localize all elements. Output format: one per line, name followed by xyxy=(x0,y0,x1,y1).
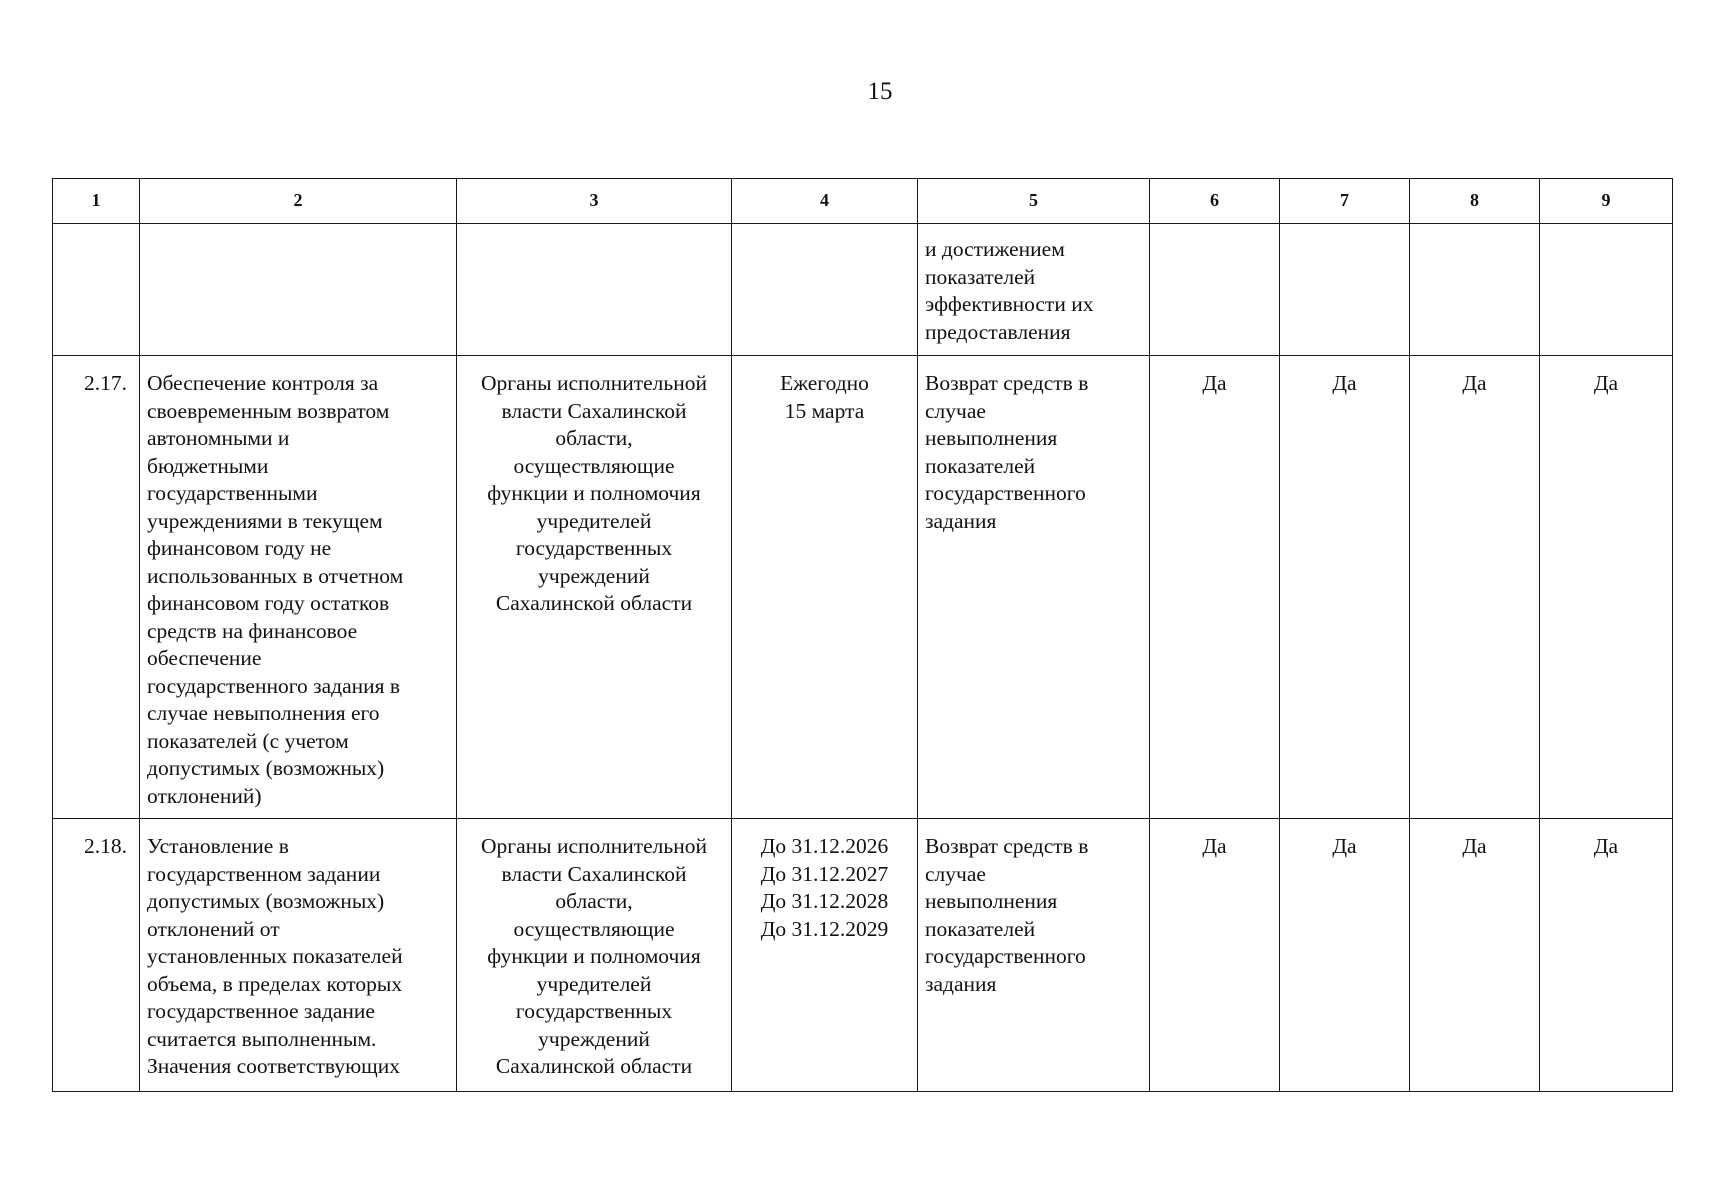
row-number: 2.18. xyxy=(84,834,127,858)
header-col-4: 4 xyxy=(732,179,918,224)
col9-value: Да xyxy=(1593,834,1619,858)
cell-responsible xyxy=(457,356,732,819)
cell-col6 xyxy=(1150,356,1280,819)
cell-term xyxy=(732,356,918,819)
term-text: До 31.12.2026 До 31.12.2027 До 31.12.2028 До 31.12.2029 xyxy=(760,834,889,941)
header-col-8: 8 xyxy=(1410,179,1540,224)
cell-result-continuation xyxy=(918,224,1150,356)
measure-text: Обеспечение контроля за своевременным возвратом автономными и бюджетными государственными учреждениями в текущем финансовом году не использованных в отчетном финансовом году остатков средств на финансовое обеспечение государственного задания в случае невыполнения его показателей (с учетом допустимых (возможных) отклонений) xyxy=(147,371,404,808)
col9-value: Да xyxy=(1593,371,1619,395)
result-continuation-text: и достижением показателей эффективности их предоставления xyxy=(925,237,1094,344)
responsible-text: Органы исполнительной власти Сахалинской области, осуществляющие функции и полномочия учредителей государственных учреждений Сахалинской области xyxy=(481,834,707,1078)
header-col-7: 7 xyxy=(1280,179,1410,224)
cell-col7 xyxy=(1280,819,1410,1092)
cell-col6 xyxy=(1150,819,1280,1092)
col8-value: Да xyxy=(1462,834,1487,858)
cell-col9 xyxy=(1540,356,1673,819)
col6-value: Да xyxy=(1202,834,1227,858)
cell-empty xyxy=(1410,224,1540,356)
table-row xyxy=(53,356,1673,819)
cell-number xyxy=(53,819,140,1092)
measure-text: Установление в государственном задании допустимых (возможных) отклонений от установленных показателей объема, в пределах которых государственное задание считается выполненным. Значения соответствующих xyxy=(147,834,403,1078)
col7-value: Да xyxy=(1332,834,1357,858)
table-row xyxy=(53,819,1673,1092)
cell-empty xyxy=(1280,224,1410,356)
result-text: Возврат средств в случае невыполнения показателей государственного задания xyxy=(925,834,1089,996)
cell-number xyxy=(53,356,140,819)
cell-col8 xyxy=(1410,819,1540,1092)
cell-empty xyxy=(457,224,732,356)
header-row xyxy=(53,179,1673,224)
header-col-2: 2 xyxy=(140,179,457,224)
cell-col7 xyxy=(1280,356,1410,819)
page-number: 15 xyxy=(867,78,893,105)
cell-empty xyxy=(53,224,140,356)
header-col-9: 9 xyxy=(1540,179,1673,224)
cell-empty xyxy=(140,224,457,356)
col8-value: Да xyxy=(1462,371,1487,395)
cell-responsible xyxy=(457,819,732,1092)
header-col-3: 3 xyxy=(457,179,732,224)
header-col-6: 6 xyxy=(1150,179,1280,224)
header-col-5: 5 xyxy=(918,179,1150,224)
cell-result xyxy=(918,356,1150,819)
cell-empty xyxy=(732,224,918,356)
term-text: Ежегодно 15 марта xyxy=(780,371,869,423)
col6-value: Да xyxy=(1202,371,1227,395)
responsible-text: Органы исполнительной власти Сахалинской области, осуществляющие функции и полномочия учредителей государственных учреждений Сахалинской области xyxy=(481,371,707,615)
table-row-continuation xyxy=(53,224,1673,356)
row-number: 2.17. xyxy=(84,371,127,395)
header-col-1: 1 xyxy=(53,179,140,224)
cell-col8 xyxy=(1410,356,1540,819)
cell-result xyxy=(918,819,1150,1092)
col7-value: Да xyxy=(1332,371,1357,395)
measures-table xyxy=(52,178,1673,1092)
cell-measure xyxy=(140,819,457,1092)
cell-term xyxy=(732,819,918,1092)
cell-empty xyxy=(1540,224,1673,356)
cell-empty xyxy=(1150,224,1280,356)
cell-col9 xyxy=(1540,819,1673,1092)
cell-measure xyxy=(140,356,457,819)
result-text: Возврат средств в случае невыполнения показателей государственного задания xyxy=(925,371,1089,533)
